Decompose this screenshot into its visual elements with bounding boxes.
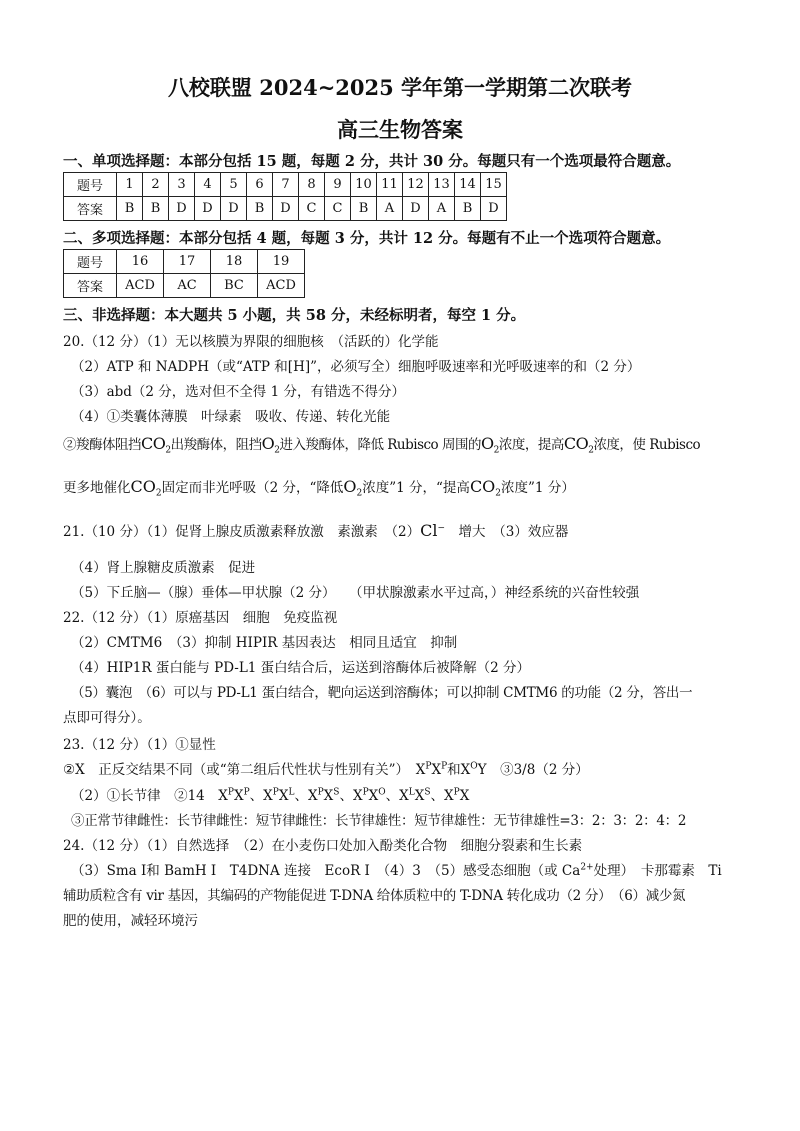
gene-x: X bbox=[218, 788, 228, 804]
row-label: 题号 bbox=[64, 250, 117, 274]
o2-formula: O bbox=[261, 434, 275, 453]
subscript: 2 bbox=[495, 488, 502, 499]
question-number-cell: 3 bbox=[169, 173, 195, 197]
gene-x: X bbox=[431, 762, 442, 778]
question-number-cell: 8 bbox=[299, 173, 325, 197]
page-subtitle: 高三生物答案 bbox=[337, 117, 463, 142]
q24-l2a: （3）Sma Ⅰ和 BamH Ⅰ T4DNA 连接 EcoR Ⅰ （4）3 （5）感受态细胞（或 Ca bbox=[71, 863, 581, 879]
sup: P bbox=[362, 787, 369, 798]
q23-line1: 23.（12 分）（1）①显性 bbox=[63, 737, 216, 753]
subscript: 2 bbox=[356, 488, 363, 499]
table-row-answers bbox=[64, 197, 507, 221]
sup: S bbox=[333, 787, 340, 798]
subscript: 2 bbox=[493, 445, 499, 456]
q23-l3a: （2）①长节律 ②14 bbox=[71, 788, 219, 804]
answer-cell: B bbox=[455, 197, 481, 221]
question-number-cell: 9 bbox=[325, 173, 351, 197]
answer-cell: D bbox=[195, 197, 221, 221]
question-number-cell: 15 bbox=[481, 173, 507, 197]
answer-cell: B bbox=[247, 197, 273, 221]
section3-heading: 三、非选择题：本大题共 5 小题，共 58 分，未经标明者，每空 1 分。 bbox=[63, 307, 526, 324]
q24-line3: 辅助质粒含有 vir 基因，其编码的产物能促进 T-DNA 给体质粒中的 T-DNA 转化成功（2 分） （6）减少氮 bbox=[63, 888, 686, 904]
gene-y: Y bbox=[477, 762, 487, 778]
answer-cell: D bbox=[403, 197, 429, 221]
q21-l1a: 21.（10 分）（1）促肾上腺皮质激素释放激 素激素 （2） bbox=[63, 524, 421, 540]
gene-x: X bbox=[263, 788, 273, 804]
table-row-numbers bbox=[64, 173, 507, 197]
gene-x: X bbox=[459, 788, 470, 804]
gene-x: X bbox=[444, 788, 454, 804]
gene-x: X bbox=[352, 788, 363, 804]
q20-l5b: 出羧酶体，阻挡 bbox=[170, 437, 262, 453]
gene-x: X bbox=[368, 788, 379, 804]
q20-line5 bbox=[63, 433, 700, 456]
q23-line2 bbox=[63, 758, 589, 778]
answer-cell: A bbox=[377, 197, 403, 221]
question-number-cell: 10 bbox=[351, 173, 377, 197]
q24-line2 bbox=[71, 859, 722, 879]
row-label: 答案 bbox=[64, 197, 117, 221]
subscript: 2 bbox=[165, 445, 171, 456]
answer-cell: ACD bbox=[117, 274, 164, 298]
sup: O bbox=[378, 787, 386, 798]
sep: 、 bbox=[249, 788, 264, 804]
question-number-cell: 11 bbox=[377, 173, 403, 197]
sup: P bbox=[453, 787, 460, 798]
q20-line2: （2）ATP 和 NADPH（或“ATP 和[H]”，必须写全）细胞呼吸速率和光呼吸速率的和（2 分） bbox=[71, 359, 641, 375]
section2-heading: 二、多项选择题：本部分包括 4 题，每题 3 分，共计 12 分。每题有不止一个选项符合题意。 bbox=[63, 230, 671, 247]
q20-l5a: ②羧酶体阻挡 bbox=[63, 437, 141, 453]
sep: 、 bbox=[430, 788, 445, 804]
sup: P bbox=[317, 787, 324, 798]
q20-line4: （4）①类囊体薄膜 叶绿素 吸收、传递、转化光能 bbox=[71, 409, 391, 425]
question-number-cell: 1 bbox=[117, 173, 143, 197]
q24-line4: 肥的使用，减轻环境污 bbox=[63, 913, 198, 929]
gene-x: X bbox=[233, 788, 244, 804]
question-number-cell: 16 bbox=[117, 250, 164, 274]
q20-l5d: 浓度，提高 bbox=[498, 437, 564, 453]
co2-formula: CO bbox=[141, 434, 166, 453]
q23-l2b: 和 bbox=[447, 762, 461, 778]
o2-formula: O bbox=[480, 434, 494, 453]
answer-cell: B bbox=[117, 197, 143, 221]
answer-cell: B bbox=[351, 197, 377, 221]
sep: 、 bbox=[385, 788, 400, 804]
q23-l2c: ③3/8（2 分） bbox=[486, 762, 589, 778]
answer-cell: B bbox=[143, 197, 169, 221]
sep: 、 bbox=[339, 788, 353, 804]
gene-x: X bbox=[460, 762, 471, 778]
superscript: 2+ bbox=[580, 862, 594, 873]
q22-line5: 点即可得分）。 bbox=[63, 710, 151, 726]
single-choice-table bbox=[63, 172, 507, 221]
subscript: 2 bbox=[274, 445, 280, 456]
q23-line3 bbox=[71, 784, 469, 804]
q21-line3: （5）下丘脑—（腺）垂体—甲状腺（2 分） （甲状腺激素水平过高，）神经系统的兴奋性较强 bbox=[71, 585, 640, 601]
q20-line3: （3）abd（2 分，选对但不全得 1 分，有错选不得分） bbox=[71, 384, 405, 400]
co2-formula: CO bbox=[469, 477, 496, 496]
question-number-cell: 13 bbox=[429, 173, 455, 197]
q22-line3: （4）HIP1R 蛋白能与 PD-L1 蛋白结合后，运送到溶酶体后被降解（2 分） bbox=[71, 660, 531, 676]
row-label: 题号 bbox=[64, 173, 117, 197]
gene-x: X bbox=[414, 788, 425, 804]
gene-x: X bbox=[278, 788, 289, 804]
q24-line1: 24.（12 分）（1）自然选择 （2）在小麦伤口处加入酚类化合物 细胞分裂素和生长素 bbox=[63, 838, 583, 854]
q21-l1b: 增大 （3）效应器 bbox=[445, 524, 569, 540]
q20-l6a: 更多地催化 bbox=[63, 480, 131, 496]
sup: P bbox=[272, 787, 279, 798]
q20-l5c: 进入羧酶体，降低 Rubisco 周围的 bbox=[279, 437, 481, 453]
sup: L bbox=[408, 787, 415, 798]
subscript: 2 bbox=[588, 445, 594, 456]
answer-cell: D bbox=[273, 197, 299, 221]
q21-line2: （4）肾上腺糖皮质激素 促进 bbox=[71, 560, 256, 576]
q22-line2: （2）CMTM6 （3）抑制 HIPIR 基因表达 相同且适宜 抑制 bbox=[71, 635, 458, 651]
answer-cell: D bbox=[481, 197, 507, 221]
question-number-cell: 7 bbox=[273, 173, 299, 197]
answer-cell: AC bbox=[164, 274, 211, 298]
answer-cell: D bbox=[169, 197, 195, 221]
answer-cell: A bbox=[429, 197, 455, 221]
subscript: 2 bbox=[155, 488, 162, 499]
q23-l2a: ②X 正反交结果不同（或“第二组后代性状与性别有关”） bbox=[63, 762, 416, 778]
co2-formula: CO bbox=[130, 477, 156, 496]
sup: P bbox=[441, 761, 448, 772]
q21-line1 bbox=[63, 520, 568, 540]
question-number-cell: 17 bbox=[164, 250, 211, 274]
q22-line1: 22.（12 分）（1）原癌基因 细胞 免疫监视 bbox=[63, 610, 338, 626]
answer-cell: ACD bbox=[258, 274, 305, 298]
sup: L bbox=[288, 787, 295, 798]
sup: P bbox=[425, 761, 432, 772]
co2-formula: CO bbox=[563, 434, 589, 453]
gene-x: X bbox=[415, 762, 426, 778]
sup: P bbox=[227, 787, 234, 798]
q20-line6 bbox=[63, 476, 575, 499]
table-row-answers bbox=[64, 274, 305, 298]
sep: 、 bbox=[294, 788, 308, 804]
q20-l6b: 固定而非光呼吸（2 分，“降低 bbox=[161, 480, 344, 496]
answer-cell: D bbox=[221, 197, 247, 221]
answer-cell: BC bbox=[211, 274, 258, 298]
sup: S bbox=[424, 787, 431, 798]
sup: O bbox=[470, 761, 478, 772]
question-number-cell: 14 bbox=[455, 173, 481, 197]
superscript: − bbox=[437, 523, 446, 534]
question-number-cell: 12 bbox=[403, 173, 429, 197]
q22-line4: （5）囊泡 （6）可以与 PD-L1 蛋白结合，靶向运送到溶酶体；可以抑制 CMTM6 的功能（2 分，答出一 bbox=[71, 685, 693, 701]
gene-x: X bbox=[307, 788, 318, 804]
table-row-numbers bbox=[64, 250, 305, 274]
o2-formula: O bbox=[343, 477, 357, 496]
question-number-cell: 2 bbox=[143, 173, 169, 197]
row-label: 答案 bbox=[64, 274, 117, 298]
gene-x: X bbox=[399, 788, 409, 804]
q20-line1: 20.（12 分）（1）无以核膜为界限的细胞核 （活跃的）化学能 bbox=[63, 334, 439, 350]
q20-l5e: 浓度，使 Rubisco bbox=[593, 437, 701, 453]
sup: P bbox=[243, 787, 250, 798]
q24-l2b: 处理） 卡那霉素 Ti bbox=[593, 863, 722, 879]
question-number-cell: 18 bbox=[211, 250, 258, 274]
q20-l6c: 浓度”1 分，“提高 bbox=[362, 480, 470, 496]
multi-choice-table bbox=[63, 249, 305, 298]
gene-x: X bbox=[323, 788, 334, 804]
question-number-cell: 5 bbox=[221, 173, 247, 197]
question-number-cell: 4 bbox=[195, 173, 221, 197]
question-number-cell: 6 bbox=[247, 173, 273, 197]
q20-l6d: 浓度”1 分） bbox=[501, 480, 575, 496]
question-number-cell: 19 bbox=[258, 250, 305, 274]
chloride-formula: Cl bbox=[420, 521, 438, 540]
answer-cell: C bbox=[299, 197, 325, 221]
q23-line4: ③正常节律雌性：长节律雌性：短节律雌性：长节律雄性：短节律雄性：无节律雄性=3：2：3：2：4：2 bbox=[71, 813, 687, 829]
answer-cell: C bbox=[325, 197, 351, 221]
section1-heading: 一、单项选择题：本部分包括 15 题，每题 2 分，共计 30 分。每题只有一个选项最符合题意。 bbox=[63, 153, 681, 170]
page-title: 八校联盟 2024~2025 学年第一学期第二次联考 bbox=[167, 75, 633, 100]
